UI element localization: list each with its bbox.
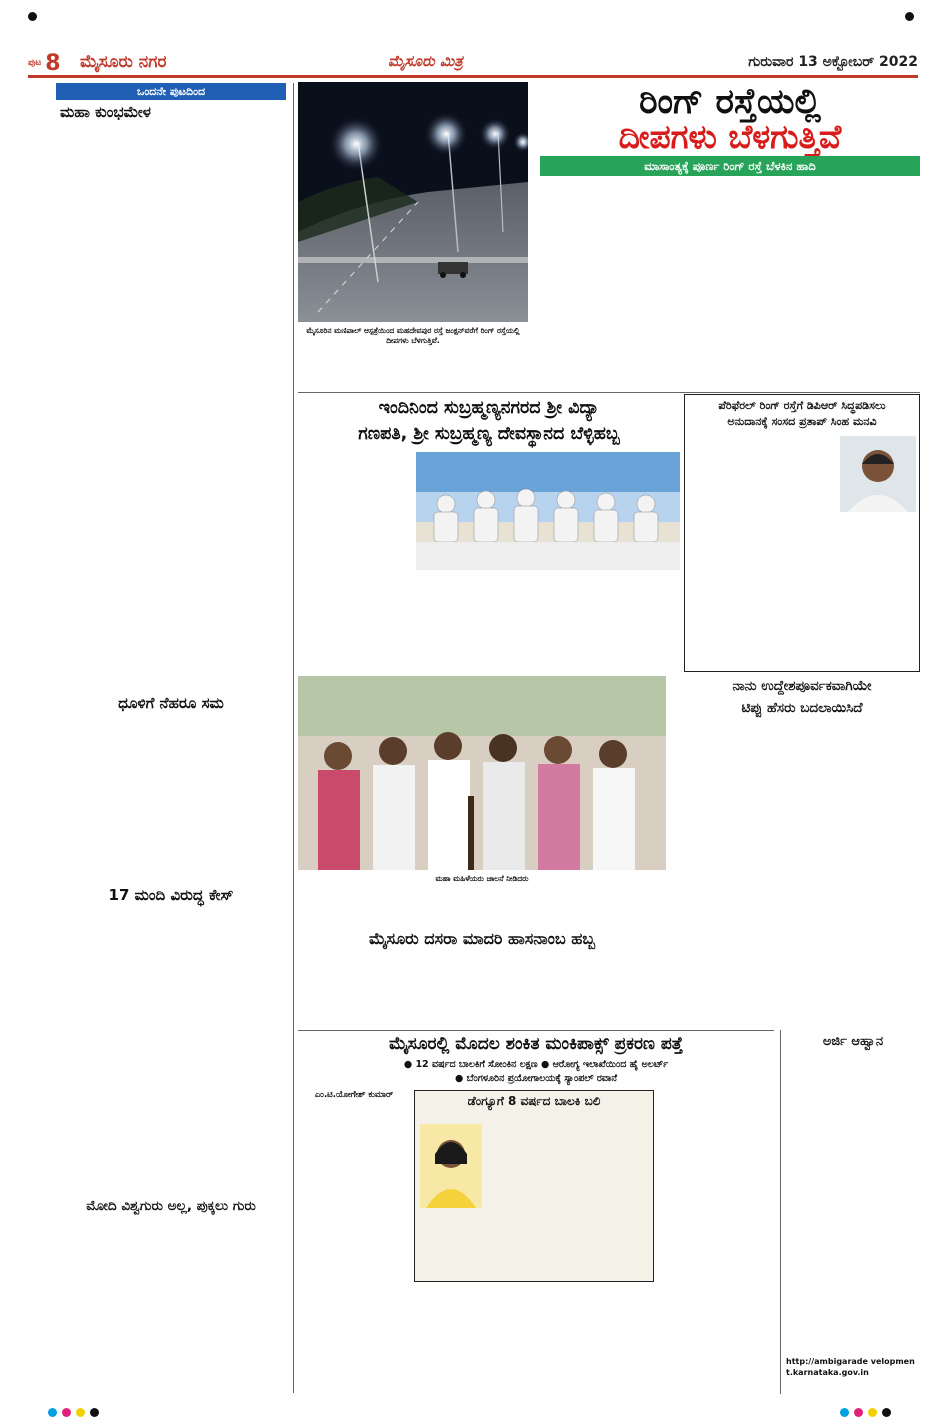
story2-title: 17 ಮಂದಿ ವಿರುದ್ಧ ಕೇಸ್ xyxy=(108,886,234,904)
masthead xyxy=(28,50,918,78)
portrait-icon xyxy=(840,436,916,512)
pratap-simha-photo xyxy=(840,436,916,512)
apply-url[interactable]: http://ambigarade velopment.karnataka.gov.in xyxy=(786,1357,915,1377)
section-name: ಮೈಸೂರು ನಗರ xyxy=(80,52,167,72)
cmyk-dot-cyan xyxy=(840,1408,849,1417)
cmyk-dot-yellow xyxy=(868,1408,877,1417)
crowd-illustration xyxy=(298,676,666,870)
page-tag: ಪುಟ xyxy=(28,58,42,68)
column-rule xyxy=(293,83,294,1393)
tipu-title-line1: ನಾನು ಉದ್ದೇಶಪೂರ್ವಕವಾಗಿಯೇ xyxy=(732,678,872,694)
ring-road-night-photo xyxy=(298,82,528,322)
stage-event-illustration xyxy=(416,452,680,570)
portrait-icon xyxy=(420,1124,482,1208)
story1-body-2 xyxy=(52,714,290,884)
ring-body-a xyxy=(690,436,836,514)
dasara-body-col2 xyxy=(420,952,536,1028)
bullet-icon: ● xyxy=(455,1073,467,1084)
temple-body-col1 xyxy=(298,452,410,672)
tree-photo-caption-body xyxy=(298,886,666,926)
temple-body-col2 xyxy=(416,574,544,672)
monkeypox-bullets xyxy=(298,1058,774,1086)
cmyk-dot-cyan xyxy=(48,1408,57,1417)
registration-mark xyxy=(28,12,37,21)
cmyk-dot-black xyxy=(90,1408,99,1417)
tree-photo-caption: ಮಹಾ ಮಹಿಳೆಯರು ಚಾಲನೆ ನೀಡಿದರು xyxy=(435,874,529,883)
temple-body-col3 xyxy=(550,574,680,672)
registration-mark xyxy=(905,12,914,21)
monkeypox-body-col4 xyxy=(658,1090,774,1394)
column-rule xyxy=(780,1030,781,1394)
story1-body xyxy=(52,122,290,692)
ring-body-b xyxy=(690,516,916,668)
ring-title-line2: ಅನುದಾನಕ್ಕೆ ಸಂಸದ ಪ್ರತಾಪ್ ಸಿಂಹ ಮನವಿ xyxy=(727,415,877,428)
section-rule xyxy=(298,392,920,393)
monkeypox-body-col1 xyxy=(298,1104,410,1394)
cmyk-dot-magenta xyxy=(854,1408,863,1417)
night-road-illustration xyxy=(298,82,528,322)
lead-deck: ಮಾಸಾಂತ್ಯಕ್ಕೆ ಪೂರ್ಣ ರಿಂಗ್ ರಸ್ತೆ ಬೆಳಕಿನ ಹಾದಿ xyxy=(540,156,920,176)
dateline: ಗುರುವಾರ 13 ಅಕ್ಟೋಬರ್ 2022 xyxy=(748,54,918,70)
dengue-body-a xyxy=(486,1112,650,1210)
story3-body xyxy=(52,1218,290,1396)
lead-headline-line1: ರಿಂಗ್ ರಸ್ತೆಯಲ್ಲಿ xyxy=(639,82,821,122)
story1-subhead: ಧೂಳಿಗೆ ನೆಹರೂ ಸಮ xyxy=(118,694,224,712)
temple-headline-line1: ಇಂದಿನಿಂದ ಸುಬ್ರಹ್ಮಣ್ಯನಗರದ ಶ್ರೀ ವಿದ್ಯಾ xyxy=(378,398,600,418)
monkeypox-byline: ಎಂ.ಟಿ.ಯೋಗೇಶ್ ಕುಮಾರ್ xyxy=(314,1090,394,1100)
monkeypox-bullet2: ಆರೋಗ್ಯ ಇಲಾಖೆಯಿಂದ ಹೈ ಅಲರ್ಟ್ xyxy=(552,1059,669,1070)
girl-portrait-photo xyxy=(420,1124,482,1208)
temple-event-photo xyxy=(416,452,680,570)
monkeypox-headline: ಮೈಸೂರಲ್ಲಿ ಮೊದಲ ಶಂಕಿತ ಮಂಕಿಪಾಕ್ಸ್ ಪ್ರಕರಣ ಪತ್ತೆ xyxy=(389,1034,683,1054)
lead-photo-caption: ಮೈಸೂರಿನ ಮಣಿಪಾಲ್ ಆಸ್ಪತ್ರೆಯಿಂದ ಮಹದೇವಪುರ ರಸ್ತೆ ಜಂಕ್ಷನ್‌ವರೆಗೆ ರಿಂಗ್ ರಸ್ತೆಯಲ್ಲಿ ದೀಪಗಳು ಬೆಳಗುತ್ತಿವೆ. xyxy=(306,326,520,345)
page-number-box xyxy=(28,50,61,76)
story3-title: ಮೋದಿ ವಿಶ್ವಗುರು ಅಲ್ಲ, ಪುಕ್ಕಲು ಗುರು xyxy=(52,1198,290,1214)
page-number: 8 xyxy=(45,50,61,76)
monkeypox-bullet1: 12 ವರ್ಷದ ಬಾಲಕಿಗೆ ಸೋಂಕಿನ ಲಕ್ಷಣ xyxy=(415,1059,538,1070)
left-kicker: ಒಂದನೇ ಪುಟದಿಂದ xyxy=(56,83,286,100)
tipu-title-line2: ಟಿಪ್ಪು ಹೆಸರು ಬದಲಾಯಿಸಿದೆ xyxy=(741,700,863,716)
ring-title-line1: ಪೆರಿಫೆರಲ್ ರಿಂಗ್ ರಸ್ತೆಗೆ ಡಿಪಿಆರ್ ಸಿದ್ಧಪಡಿಸಲು xyxy=(718,399,886,412)
temple-headline-line2: ಗಣಪತಿ, ಶ್ರೀ ಸುಬ್ರಹ್ಮಣ್ಯ ದೇವಸ್ಥಾನದ ಬೆಳ್ಳಿಹಬ್ಬ xyxy=(358,424,620,444)
bullet-icon: ● xyxy=(403,1059,416,1070)
lead-body-col1 xyxy=(540,180,660,380)
tipu-body xyxy=(684,722,920,1026)
bullet-icon: ● xyxy=(540,1059,553,1070)
apply-title: ಅರ್ಜಿ ಆಹ್ವಾನ xyxy=(822,1034,884,1049)
tree-planting-photo xyxy=(298,676,666,870)
cmyk-dot-black xyxy=(882,1408,891,1417)
lead-headline-line2: ದೀಪಗಳು ಬೆಳಗುತ್ತಿವೆ xyxy=(618,117,842,156)
cmyk-dot-yellow xyxy=(76,1408,85,1417)
cmyk-dot-magenta xyxy=(62,1408,71,1417)
apply-body xyxy=(786,1054,920,1354)
dengue-title: ಡೆಂಗ್ಯೂಗೆ 8 ವರ್ಷದ ಬಾಲಕಿ ಬಲಿ xyxy=(467,1094,601,1108)
section-rule xyxy=(298,1030,774,1031)
dasara-body-col1 xyxy=(298,952,414,1028)
monkeypox-body-col2 xyxy=(414,1286,530,1394)
dengue-body-b xyxy=(420,1212,650,1278)
paper-logo: ಮೈಸೂರು ಮಿತ್ರ xyxy=(388,52,463,70)
story1-title: ಮಹಾ ಕುಂಭಮೇಳ xyxy=(60,103,151,121)
lead-body-col3 xyxy=(792,180,920,380)
lead-body-col2 xyxy=(666,180,786,380)
monkeypox-body-col3 xyxy=(536,1286,654,1394)
dasara-title: ಮೈಸೂರು ದಸರಾ ಮಾದರಿ ಹಾಸನಾಂಬ ಹಬ್ಬ xyxy=(368,929,596,948)
monkeypox-bullet3: ಬೆಂಗಳೂರಿನ ಪ್ರಯೋಗಾಲಯಕ್ಕೆ ಸ್ಯಾಂಪಲ್ ರವಾನೆ xyxy=(466,1073,617,1084)
lead-body-under-photo xyxy=(298,350,534,388)
dasara-body-col3 xyxy=(542,952,666,1028)
